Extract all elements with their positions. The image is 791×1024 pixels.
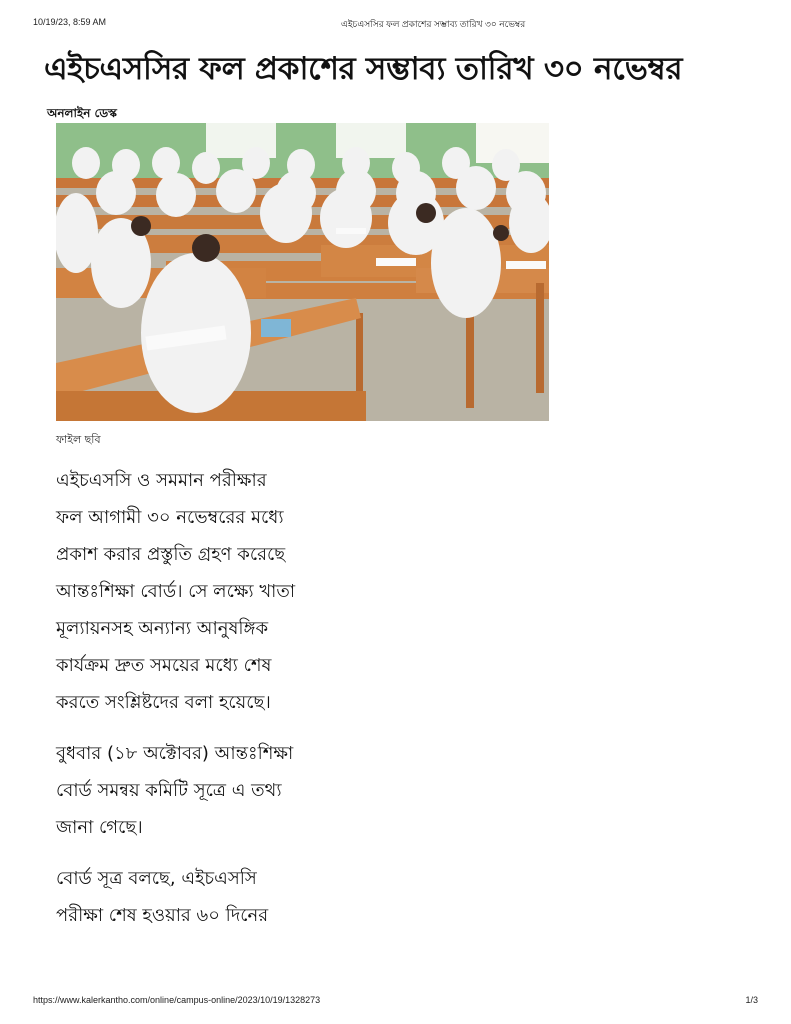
article-paragraph xyxy=(56,735,356,846)
text-line: জানা গেছে। xyxy=(56,817,143,838)
text-line: করতে সংশ্লিষ্টদের বলা হয়েছে। xyxy=(56,692,271,713)
page-indicator: 1/3 xyxy=(745,995,758,1005)
text-line: কার্যক্রম দ্রুত সময়ের মধ্যে শেষ xyxy=(56,655,272,676)
article-body xyxy=(56,462,356,948)
print-footer xyxy=(33,995,758,1009)
text-line: বোর্ড সমন্বয় কমিটি সূত্রে এ তথ্য xyxy=(56,780,282,801)
article-headline: এইচএসসির ফল প্রকাশের সম্ভাব্য তারিখ ৩০ নভেম্বর xyxy=(44,51,683,87)
text-line: এইচএসসি ও সমমান পরীক্ষার xyxy=(56,470,267,491)
image-caption: ফাইল ছবি xyxy=(56,433,101,446)
article-byline: অনলাইন ডেস্ক xyxy=(47,106,117,120)
article-paragraph xyxy=(56,860,356,934)
text-line: বোর্ড সূত্র বলছে, এইচএসসি xyxy=(56,868,257,889)
text-line: পরীক্ষা শেষ হওয়ার ৬০ দিনের xyxy=(56,905,269,926)
exam-hall-photo xyxy=(56,123,549,421)
text-line: বুধবার (১৮ অক্টোবর) আন্তঃশিক্ষা xyxy=(56,743,294,764)
print-page-title: এইচএসসির ফল প্রকাশের সম্ভাব্য তারিখ ৩০ নভেম্বর xyxy=(341,19,526,29)
text-line: ফল আগামী ৩০ নভেম্বরের মধ্যে xyxy=(56,507,284,528)
print-header xyxy=(33,17,758,31)
text-line: আন্তঃশিক্ষা বোর্ড। সে লক্ষ্যে খাতা xyxy=(56,581,296,602)
article-photo xyxy=(56,123,549,421)
text-line: মূল্যায়নসহ অন্যান্য আনুষঙ্গিক xyxy=(56,618,269,639)
source-url: https://www.kalerkantho.com/online/campus-online/2023/10/19/1328273 xyxy=(33,995,321,1005)
text-line: প্রকাশ করার প্রস্তুতি গ্রহণ করেছে xyxy=(56,544,286,565)
print-datetime: 10/19/23, 8:59 AM xyxy=(33,17,107,27)
article-paragraph xyxy=(56,462,356,721)
